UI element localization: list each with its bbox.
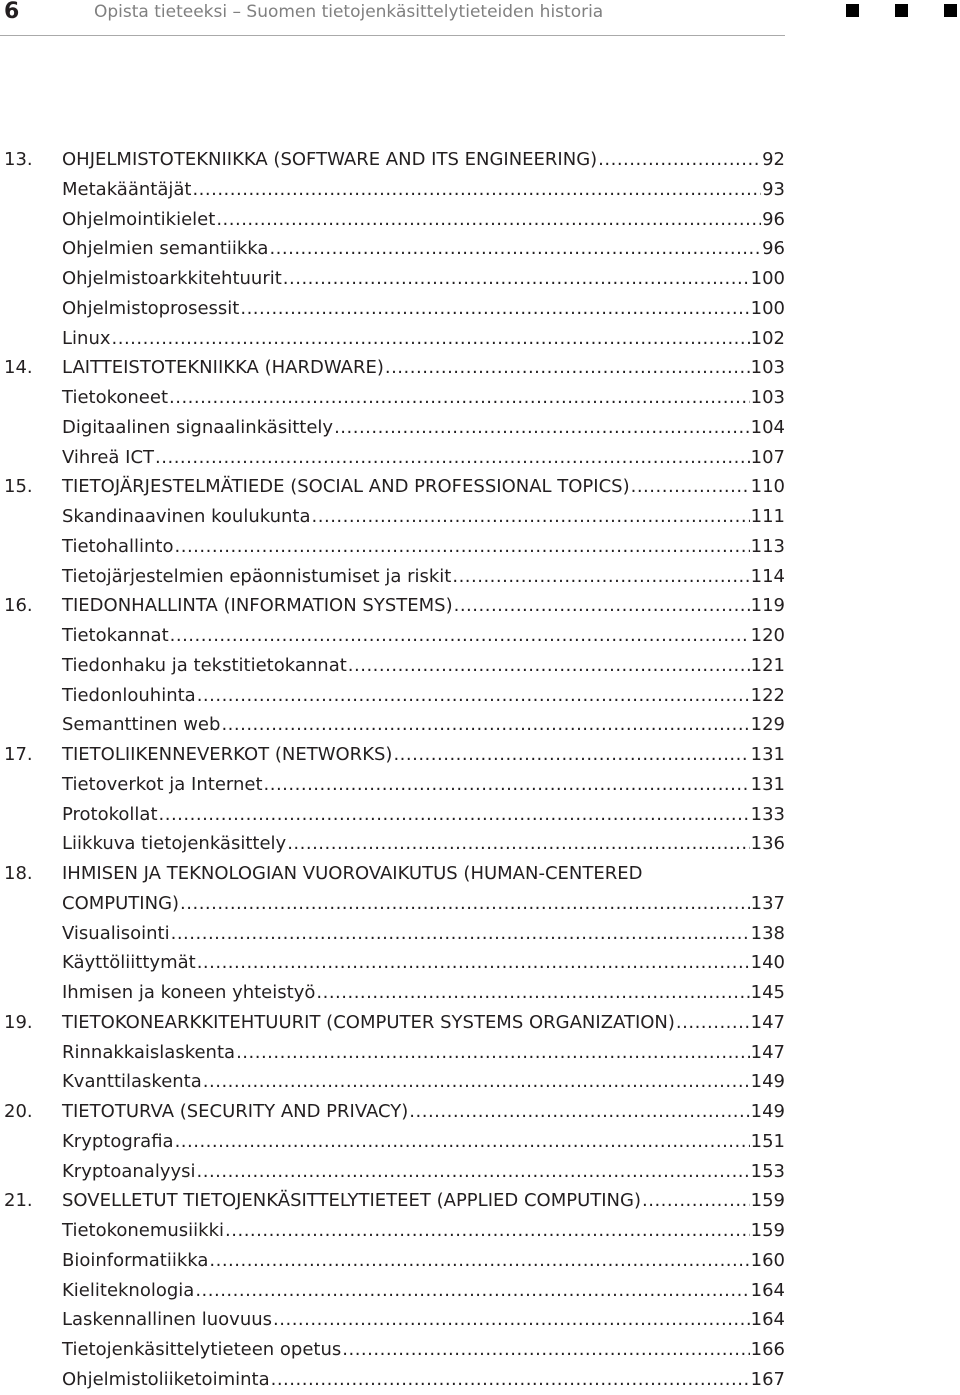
dot-leader	[197, 1157, 750, 1187]
toc-entry	[62, 562, 785, 592]
toc-chapter-row	[0, 1097, 785, 1127]
toc-entry	[62, 1246, 785, 1276]
page-reference: 121	[750, 654, 785, 676]
entry-title: Bioinformatiikka	[62, 1249, 209, 1271]
page-reference: 107	[750, 446, 785, 468]
entry-title: TIETOKONEARKKITEHTUURIT (COMPUTER SYSTEMS ORGANIZATION)	[62, 1011, 675, 1033]
dot-leader	[385, 353, 750, 383]
page-reference: 100	[750, 297, 785, 319]
dot-leader	[197, 681, 750, 711]
page-reference: 120	[750, 625, 785, 646]
entry-title: TIETOJÄRJESTELMÄTIEDE (SOCIAL AND PROFESSIONAL TOPICS)	[62, 476, 630, 498]
dot-leader	[197, 948, 750, 978]
toc-entry	[62, 1335, 785, 1365]
toc-section-row	[0, 1038, 785, 1068]
toc-entry	[62, 145, 785, 175]
toc-entry	[62, 1097, 785, 1127]
entry-title: TIEDONHALLINTA (INFORMATION SYSTEMS)	[62, 595, 453, 617]
page-reference: 131	[750, 773, 785, 795]
entry-title: Tiedonhaku ja tekstitietokannat	[62, 654, 347, 676]
dot-leader	[316, 978, 749, 1008]
square-icon	[846, 4, 859, 17]
page-reference: 110	[750, 476, 785, 498]
page-number: 6	[4, 0, 20, 24]
page-reference: 113	[750, 535, 785, 557]
dot-leader	[112, 324, 750, 354]
page-reference: 167	[750, 1368, 785, 1390]
entry-title: Tietokoneet	[62, 387, 168, 408]
toc-section-row	[0, 889, 785, 919]
toc-entry	[62, 1127, 785, 1157]
dot-leader	[273, 1305, 750, 1335]
toc-entry	[62, 234, 785, 264]
dot-leader	[342, 1335, 749, 1365]
toc-section-row	[0, 205, 785, 235]
dot-leader	[170, 621, 750, 651]
chapter-number: 20.	[4, 1101, 33, 1122]
toc-entry	[62, 1276, 785, 1306]
table-of-contents	[0, 145, 785, 1395]
dot-leader	[452, 562, 749, 592]
toc-entry	[62, 889, 785, 919]
entry-title: Kvanttilaskenta	[62, 1071, 202, 1093]
toc-section-row	[0, 1305, 785, 1335]
page-reference: 100	[750, 268, 785, 289]
page-reference: 114	[750, 565, 785, 587]
page-reference: 102	[750, 327, 785, 349]
page-reference: 140	[750, 952, 785, 974]
dot-leader	[598, 145, 761, 175]
toc-entry	[62, 1038, 785, 1068]
toc-entry	[62, 1157, 785, 1187]
page-reference: 159	[750, 1220, 785, 1241]
page-reference: 147	[750, 1041, 785, 1063]
dot-leader	[269, 234, 761, 264]
toc-entry	[62, 1067, 785, 1097]
toc-section-row	[0, 562, 785, 592]
page-reference: 136	[750, 833, 785, 855]
toc-entry	[62, 651, 785, 681]
toc-entry	[62, 978, 785, 1008]
entry-title: Ohjelmistoliiketoiminta	[62, 1368, 270, 1390]
entry-title: Tietokannat	[62, 625, 169, 646]
chapter-number: 16.	[4, 595, 33, 617]
page-reference: 153	[750, 1160, 785, 1182]
toc-section-row	[0, 829, 785, 859]
entry-title: Linux	[62, 327, 111, 349]
toc-chapter-row	[0, 145, 785, 175]
toc-section-row	[0, 413, 785, 443]
toc-entry	[62, 1365, 785, 1395]
toc-entry	[62, 353, 785, 383]
page-reference: 111	[750, 506, 785, 527]
page-reference: 151	[750, 1130, 785, 1152]
page-reference: 160	[750, 1249, 785, 1271]
decorative-squares	[810, 4, 957, 17]
entry-title: IHMISEN JA TEKNOLOGIAN VUOROVAIKUTUS (HUMAN-CENTERED	[62, 863, 643, 884]
page-reference: 164	[750, 1279, 785, 1301]
page-reference: 93	[762, 178, 785, 200]
entry-title: Tietojärjestelmien epäonnistumiset ja riskit	[62, 565, 452, 587]
toc-entry	[62, 829, 785, 859]
dot-leader	[221, 710, 749, 740]
dot-leader	[312, 502, 750, 532]
chapter-number: 19.	[4, 1011, 33, 1033]
dot-leader	[642, 1186, 750, 1216]
page-reference: 122	[750, 684, 785, 706]
toc-section-row	[0, 681, 785, 711]
toc-entry	[62, 919, 785, 949]
chapter-number: 17.	[4, 744, 33, 765]
page-reference: 96	[762, 238, 785, 260]
toc-entry	[62, 740, 785, 770]
dot-leader	[180, 889, 750, 919]
toc-entry	[62, 800, 785, 830]
page-reference: 129	[750, 714, 785, 736]
entry-title: Tiedonlouhinta	[62, 684, 196, 706]
entry-title: Laskennallinen luovuus	[62, 1309, 273, 1331]
entry-title: Semanttinen web	[62, 714, 221, 736]
chapter-number: 13.	[4, 149, 33, 170]
toc-chapter-row	[0, 859, 785, 889]
entry-title: Liikkuva tietojenkäsittely	[62, 833, 287, 855]
dot-leader	[155, 443, 750, 473]
entry-title: LAITTEISTOTEKNIIKKA (HARDWARE)	[62, 357, 384, 379]
toc-chapter-row	[0, 472, 785, 502]
square-icon	[944, 4, 957, 17]
dot-leader	[283, 264, 750, 294]
entry-title: OHJELMISTOTEKNIIKKA (SOFTWARE AND ITS ENGINEERING)	[62, 149, 598, 170]
toc-entry	[62, 1216, 785, 1246]
entry-title: Kryptografia	[62, 1130, 174, 1152]
dot-leader	[409, 1097, 749, 1127]
dot-leader	[334, 413, 750, 443]
toc-entry	[62, 472, 785, 502]
page-reference: 149	[750, 1101, 785, 1122]
toc-entry	[62, 532, 785, 562]
dot-leader	[209, 1246, 749, 1276]
toc-entry	[62, 294, 785, 324]
dot-leader	[171, 919, 750, 949]
toc-section-row	[0, 502, 785, 532]
entry-title: Protokollat	[62, 803, 158, 825]
dot-leader	[271, 1365, 750, 1395]
toc-entry	[62, 1305, 785, 1335]
chapter-number: 18.	[4, 863, 33, 884]
toc-section-row	[0, 710, 785, 740]
toc-entry	[62, 770, 785, 800]
toc-chapter-row	[0, 1186, 785, 1216]
square-icon	[895, 4, 908, 17]
page-reference: 149	[750, 1071, 785, 1093]
toc-section-row	[0, 1216, 785, 1246]
toc-section-row	[0, 1335, 785, 1365]
toc-chapter-row	[0, 740, 785, 770]
toc-chapter-row	[0, 353, 785, 383]
dot-leader	[159, 800, 750, 830]
entry-title: Tietohallinto	[62, 535, 174, 557]
entry-title: Käyttöliittymät	[62, 952, 196, 974]
entry-title: COMPUTING)	[62, 892, 180, 914]
toc-section-row	[0, 978, 785, 1008]
entry-title: TIETOLIIKENNEVERKOT (NETWORKS)	[62, 744, 393, 765]
entry-title: Visualisointi	[62, 922, 170, 944]
toc-entry	[62, 1008, 785, 1038]
page-reference: 164	[750, 1309, 785, 1331]
dot-leader	[225, 1216, 750, 1246]
dot-leader	[631, 472, 750, 502]
entry-title: Tietoverkot ja Internet	[62, 773, 263, 795]
toc-entry	[62, 710, 785, 740]
entry-title: Vihreä ICT	[62, 446, 155, 468]
chapter-number: 15.	[4, 476, 33, 498]
dot-leader	[169, 383, 750, 413]
entry-title: TIETOTURVA (SECURITY AND PRIVACY)	[62, 1101, 409, 1122]
page-reference: 138	[750, 922, 785, 944]
toc-entry	[62, 948, 785, 978]
toc-section-row	[0, 383, 785, 413]
chapter-number: 14.	[4, 357, 33, 379]
toc-entry	[62, 264, 785, 294]
dot-leader	[676, 1008, 750, 1038]
dot-leader	[175, 1127, 750, 1157]
toc-entry	[62, 859, 785, 889]
dot-leader	[454, 591, 750, 621]
entry-title: Ohjelmistoprosessit	[62, 297, 240, 319]
toc-section-row	[0, 1157, 785, 1187]
toc-section-row	[0, 800, 785, 830]
dot-leader	[175, 532, 750, 562]
page-reference: 119	[750, 595, 785, 617]
page-reference: 159	[750, 1190, 785, 1212]
dot-leader	[195, 1276, 749, 1306]
toc-section-row	[0, 294, 785, 324]
entry-title: Rinnakkaislaskenta	[62, 1041, 236, 1063]
entry-title: Tietokonemusiikki	[62, 1220, 225, 1241]
toc-section-row	[0, 770, 785, 800]
page-reference: 137	[750, 892, 785, 914]
toc-section-row	[0, 234, 785, 264]
toc-entry	[62, 443, 785, 473]
toc-section-row	[0, 1246, 785, 1276]
toc-section-row	[0, 324, 785, 354]
toc-section-row	[0, 621, 785, 651]
entry-title: Skandinaavinen koulukunta	[62, 506, 311, 527]
dot-leader	[240, 294, 749, 324]
toc-section-row	[0, 948, 785, 978]
toc-entry	[62, 175, 785, 205]
dot-leader	[393, 740, 749, 770]
toc-entry	[62, 205, 785, 235]
dot-leader	[192, 175, 761, 205]
entry-title: Tietojenkäsittelytieteen opetus	[62, 1339, 342, 1360]
entry-title: Kieliteknologia	[62, 1279, 195, 1301]
page-reference: 96	[762, 208, 785, 230]
page-reference: 147	[750, 1011, 785, 1033]
toc-section-row	[0, 651, 785, 681]
chapter-number: 21.	[4, 1190, 33, 1212]
page-reference: 145	[750, 982, 785, 1003]
header-rule	[0, 35, 785, 36]
toc-section-row	[0, 1276, 785, 1306]
entry-title: SOVELLETUT TIETOJENKÄSITTELYTIETEET (APPLIED COMPUTING)	[62, 1190, 641, 1212]
toc-section-row	[0, 532, 785, 562]
entry-title: Digitaalinen signaalinkäsittely	[62, 416, 334, 438]
running-title: Opista tieteeksi – Suomen tietojenkäsittelytieteiden historia	[94, 2, 604, 22]
toc-entry	[62, 324, 785, 354]
page-reference: 133	[750, 803, 785, 825]
entry-title: Metakääntäjät	[62, 178, 192, 200]
toc-entry	[62, 502, 785, 532]
toc-section-row	[0, 175, 785, 205]
toc-entry	[62, 681, 785, 711]
toc-section-row	[0, 919, 785, 949]
entry-title: Ohjelmistoarkkitehtuurit	[62, 268, 282, 289]
entry-title: Ihmisen ja koneen yhteistyö	[62, 982, 316, 1003]
page-reference: 131	[750, 744, 785, 765]
toc-section-row	[0, 1365, 785, 1395]
dot-leader	[216, 205, 761, 235]
toc-entry	[62, 591, 785, 621]
toc-entry	[62, 383, 785, 413]
toc-section-row	[0, 443, 785, 473]
toc-chapter-row	[0, 1008, 785, 1038]
dot-leader	[287, 829, 749, 859]
toc-entry	[62, 1186, 785, 1216]
dot-leader	[236, 1038, 750, 1068]
toc-entry	[62, 413, 785, 443]
toc-entry	[62, 621, 785, 651]
toc-chapter-row	[0, 591, 785, 621]
page-header	[0, 0, 960, 36]
entry-title: Ohjelmien semantiikka	[62, 238, 269, 260]
toc-section-row	[0, 264, 785, 294]
toc-section-row	[0, 1067, 785, 1097]
entry-title: Ohjelmointikielet	[62, 208, 216, 230]
toc-section-row	[0, 1127, 785, 1157]
page-reference: 104	[750, 416, 785, 438]
entry-title: Kryptoanalyysi	[62, 1160, 196, 1182]
page-reference: 103	[750, 357, 785, 379]
dot-leader	[264, 770, 750, 800]
page-reference: 92	[762, 149, 785, 170]
dot-leader	[203, 1067, 750, 1097]
page-reference: 166	[750, 1339, 785, 1360]
dot-leader	[348, 651, 750, 681]
page-reference: 103	[750, 387, 785, 408]
